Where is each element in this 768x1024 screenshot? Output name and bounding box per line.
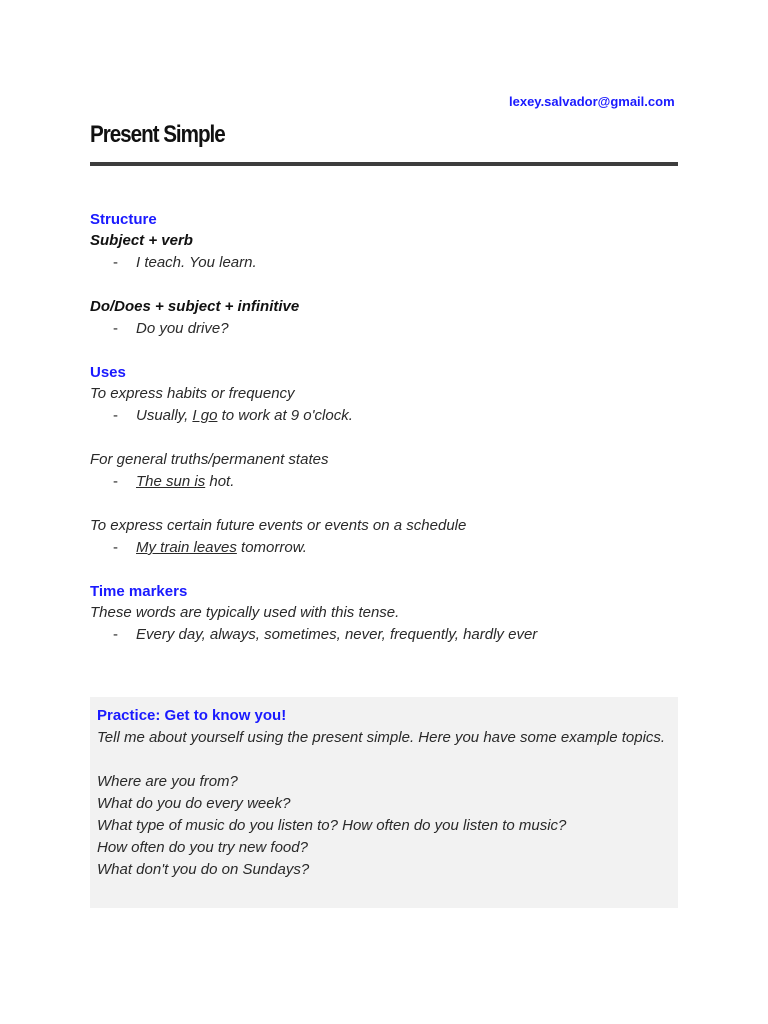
question-example-text: Do you drive?: [136, 320, 229, 337]
use-example: [90, 405, 680, 427]
list-dash: -: [113, 473, 118, 490]
list-dash: -: [113, 539, 118, 556]
use-description: To express certain future events or events on a schedule: [90, 517, 467, 534]
affirmative-formula: Subject + verb: [90, 232, 193, 249]
practice-intro: Tell me about yourself using the present simple. Here you have some example topics.: [97, 729, 666, 746]
question-example: [90, 318, 680, 340]
time-markers-heading: Time markers: [90, 583, 188, 600]
structure-heading: Structure: [90, 211, 157, 228]
use-example-underlined: The sun is: [136, 473, 206, 490]
lesson-content: [90, 209, 680, 646]
practice-question: Where are you from?: [97, 773, 238, 790]
practice-box: [90, 697, 678, 908]
list-dash: -: [113, 320, 118, 337]
page-title: Present Simple: [90, 121, 225, 148]
title-divider: [90, 162, 678, 166]
use-example: [90, 537, 680, 559]
affirmative-example-text: I teach. You learn.: [136, 254, 257, 271]
practice-question: What type of music do you listen to? How often do you listen to music?: [97, 817, 567, 834]
uses-heading: Uses: [90, 364, 126, 381]
time-markers-example: [90, 624, 680, 646]
use-example-underlined: I go: [192, 407, 218, 424]
use-example: [90, 471, 680, 493]
question-formula: Do/Does + subject + infinitive: [90, 298, 300, 315]
use-example-after: hot.: [205, 473, 235, 490]
list-dash: -: [113, 254, 118, 271]
practice-question: How often do you try new food?: [97, 839, 308, 856]
practice-heading: Practice: Get to know you!: [97, 707, 287, 724]
practice-question: What do you do every week?: [97, 795, 291, 812]
time-markers-list: Every day, always, sometimes, never, frequently, hardly ever: [136, 626, 538, 643]
time-markers-description: These words are typically used with this tense.: [90, 604, 400, 621]
use-example-underlined: My train leaves: [136, 539, 237, 556]
use-example-after: tomorrow.: [236, 539, 307, 556]
use-example-before: Usually,: [136, 407, 193, 424]
practice-question: What don't you do on Sundays?: [97, 861, 310, 878]
use-description: For general truths/permanent states: [90, 451, 329, 468]
author-email: lexey.salvador@gmail.com: [509, 94, 675, 109]
use-example-after: to work at 9 o'clock.: [217, 407, 353, 424]
use-description: To express habits or frequency: [90, 385, 295, 402]
affirmative-example: [90, 252, 680, 274]
list-dash: -: [113, 626, 118, 643]
list-dash: -: [113, 407, 118, 424]
